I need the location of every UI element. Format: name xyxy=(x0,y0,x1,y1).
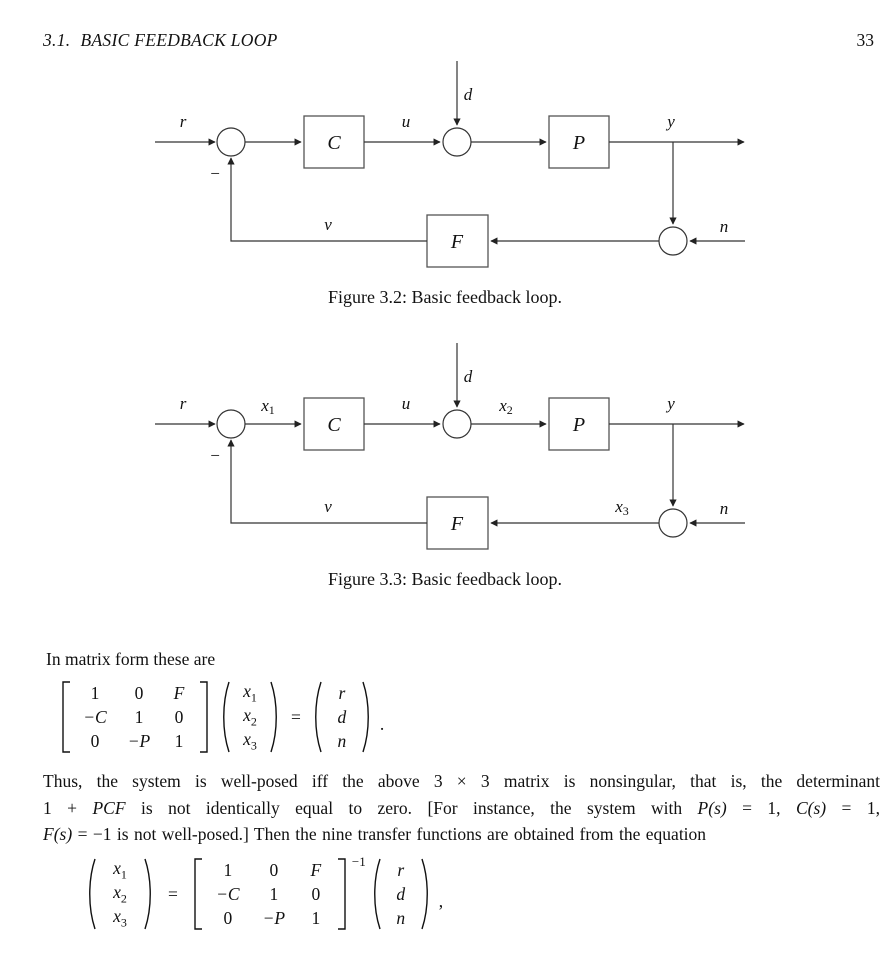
left-square-bracket xyxy=(190,856,204,932)
sum-junction-2 xyxy=(443,128,471,156)
matrix-equation-1 xyxy=(58,679,384,755)
label-y: y xyxy=(667,112,675,131)
right-paren xyxy=(360,679,374,755)
matrix-cell: 1 xyxy=(311,907,321,928)
left-paren xyxy=(310,679,324,755)
equals-sign: = xyxy=(168,883,178,904)
label-v: v xyxy=(324,215,332,234)
equation-comma: , xyxy=(438,890,444,911)
label-block-C: C xyxy=(327,132,341,154)
label-d: d xyxy=(463,367,473,386)
matrix-cell: F xyxy=(173,682,185,703)
sum-junction-1 xyxy=(217,128,245,156)
matrix-cell: 1 xyxy=(90,682,100,703)
vector-cell: $x_2$ xyxy=(113,881,127,906)
matrix-cell: 1 xyxy=(174,730,184,751)
label-u: u xyxy=(401,112,411,131)
left-paren xyxy=(84,856,98,932)
vector-cell: $x_3$ xyxy=(113,905,127,930)
matrix-cell: −P xyxy=(262,907,286,928)
right-square-bracket xyxy=(336,856,350,932)
vector-cell: r xyxy=(397,859,405,880)
body-line-2: 1 + PCF is not identically equal to zero. [For instance, the system with P(s) = 1, C(s) = 1, xyxy=(43,797,880,818)
label-block-P: P xyxy=(572,132,586,154)
matrix-cell: −C xyxy=(216,883,240,904)
x-vector xyxy=(98,858,142,930)
x-vector xyxy=(232,681,268,753)
matrix-cell: F xyxy=(310,859,322,880)
coefficient-matrix xyxy=(204,858,336,930)
vector-cell: $x_1$ xyxy=(113,857,127,882)
right-paren xyxy=(268,679,282,755)
label-n: n xyxy=(719,499,729,518)
matrix-cell: 0 xyxy=(269,859,279,880)
running-header xyxy=(43,30,874,51)
figure-3-3-caption: Figure 3.3: Basic feedback loop. xyxy=(328,569,562,589)
rhs-vector xyxy=(324,681,360,753)
matrix-cell: −P xyxy=(127,730,151,751)
matrix-cell: 0 xyxy=(174,706,184,727)
inverse-exponent: −1 xyxy=(351,854,366,869)
left-paren xyxy=(218,679,232,755)
vector-cell: $x_2$ xyxy=(243,704,257,729)
vector-cell: $x_3$ xyxy=(243,728,257,753)
equation-period: . xyxy=(379,713,385,734)
matrix-cell: 0 xyxy=(90,730,100,751)
label-block-F: F xyxy=(450,513,464,535)
vector-cell: d xyxy=(337,706,347,727)
sum-junction-1 xyxy=(217,410,245,438)
body-paragraph xyxy=(43,768,880,848)
intro-text: In matrix form these are xyxy=(46,649,216,669)
vector-cell: n xyxy=(396,907,406,928)
figure-3-3-diagram xyxy=(0,336,890,558)
right-square-bracket xyxy=(198,679,212,755)
body-line-3: F(s) = −1 is not well-posed.] Then the nine transfer functions are obtained from the equation xyxy=(43,824,707,844)
body-line-1: Thus, the system is well-posed iff the above 3 × 3 matrix is nonsingular, that is, the determinant xyxy=(43,771,880,791)
matrix-cell: 1 xyxy=(269,883,279,904)
figure-3-2-diagram xyxy=(0,54,890,276)
matrix-cell: 0 xyxy=(134,682,144,703)
right-paren xyxy=(419,856,433,932)
matrix-cell: 1 xyxy=(134,706,144,727)
label-block-C: C xyxy=(327,414,341,436)
label-block-F: F xyxy=(450,231,464,253)
figure-3-2-caption: Figure 3.2: Basic feedback loop. xyxy=(328,287,562,307)
right-paren xyxy=(142,856,156,932)
label-n: n xyxy=(719,217,729,236)
label-v: v xyxy=(324,497,332,516)
vector-cell: n xyxy=(337,730,347,751)
matrix-cell: 1 xyxy=(223,859,233,880)
label-x2: x2 xyxy=(499,396,513,417)
label-d: d xyxy=(463,85,473,104)
label-x1: x1 xyxy=(261,396,275,417)
label-u: u xyxy=(401,394,411,413)
coefficient-matrix xyxy=(72,681,198,753)
section-title: BASIC FEEDBACK LOOP xyxy=(80,30,278,50)
vector-cell: $x_1$ xyxy=(243,680,257,705)
equals-sign: = xyxy=(291,706,301,727)
matrix-equation-2 xyxy=(84,855,443,933)
label-r: r xyxy=(179,112,187,131)
label-minus: − xyxy=(209,446,221,465)
section-header xyxy=(43,30,278,51)
label-y: y xyxy=(667,394,675,413)
sum-junction-3 xyxy=(659,227,687,255)
section-number: 3.1. xyxy=(43,30,71,50)
label-r: r xyxy=(179,394,187,413)
matrix-cell: −C xyxy=(83,706,107,727)
label-x3: x3 xyxy=(615,497,629,518)
vector-cell: r xyxy=(338,682,346,703)
label-block-P: P xyxy=(572,414,586,436)
rhs-vector xyxy=(383,858,419,930)
label-minus: − xyxy=(209,164,221,183)
sum-junction-3 xyxy=(659,509,687,537)
vector-cell: d xyxy=(396,883,406,904)
page-number: 33 xyxy=(856,30,874,50)
matrix-cell: 0 xyxy=(223,907,233,928)
left-paren xyxy=(369,856,383,932)
sum-junction-2 xyxy=(443,410,471,438)
left-square-bracket xyxy=(58,679,72,755)
matrix-cell: 0 xyxy=(311,883,321,904)
